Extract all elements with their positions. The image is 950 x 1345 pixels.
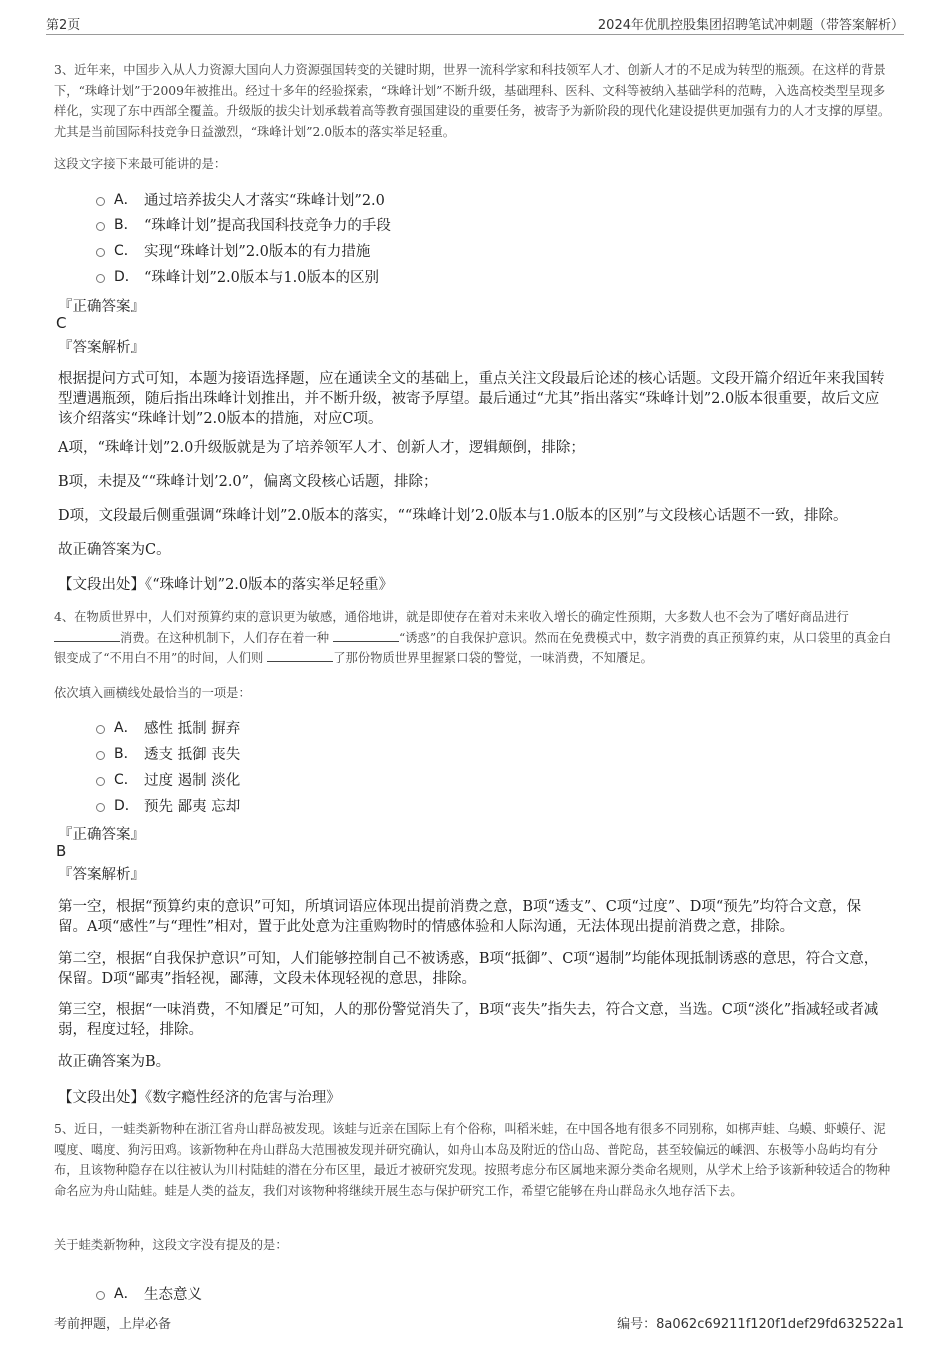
question-4-text-part: 了那份物质世界里握紧口袋的警觉，一味消费，不知餍足。 [333,651,653,665]
question-3-option-c[interactable] [96,239,370,261]
question-4-prompt: 依次填入画横线处最恰当的一项是： [54,686,251,700]
footer-serial [617,1313,904,1332]
question-5-prompt: 关于蛙类新物种，这段文字没有提及的是： [54,1238,288,1252]
radio-icon[interactable] [96,751,105,760]
radio-icon[interactable] [96,274,105,283]
serial-label: 编号： [617,1317,657,1332]
question-3-option-b[interactable] [96,213,391,235]
radio-icon[interactable] [96,803,105,812]
serial-number: 8a062c69211f120f1def29fd632522a1 [656,1317,904,1332]
option-key: C． [114,772,138,788]
option-key: C． [114,243,138,259]
question-4-source: 【文段出处】《数字瘾性经济的危害与治理》 [58,1090,341,1106]
question-3-source: 【文段出处】《“珠峰计划”2.0版本的落实举足轻重》 [58,577,394,593]
question-4-option-c[interactable] [96,768,240,790]
question-3-analysis-paragraph: 根据提问方式可知，本题为接语选择题，应在通读全文的基础上，重点关注文段最后论述的核心话题。文段开篇介绍近年来我国转型遭遇瓶颈，随后指出珠峰计划推出，并不断升级，被寄予厚望。最后通过“尤其”指出落实“珠峰计划”2.0版本很重要，故后文应该介绍落实“珠峰计划”2.0版本的措施，对应C项。 [58,371,885,427]
question-3-option-a[interactable] [96,188,385,210]
question-3-analysis-paragraph: B项，未提及““珠峰计划’2.0”，偏离文段核心话题，排除； [58,474,438,490]
question-4-analysis-label: 『答案解析』 [58,867,145,883]
page-number: 第2页 [46,18,81,33]
question-4-analysis-paragraph: 故正确答案为B。 [58,1054,171,1070]
question-3-analysis-paragraph: A项，“珠峰计划”2.0升级版就是为了培养领军人才、创新人才，逻辑颠倒，排除； [58,440,585,456]
option-text: “珠峰计划”2.0版本与1.0版本的区别 [144,269,379,286]
fill-blank [267,649,333,662]
question-4-option-b[interactable] [96,742,240,764]
radio-icon[interactable] [96,248,105,257]
question-3-analysis-paragraph: D项，文段最后侧重强调“珠峰计划”2.0版本的落实，““珠峰计划’2.0版本与1.0版本的区别”与文段核心话题不一致，排除。 [58,508,848,524]
page-footer [46,1313,904,1331]
option-text: 通过培养拔尖人才落实“珠峰计划”2.0 [144,192,385,209]
option-text: 预先 鄙夷 忘却 [144,798,241,815]
option-text: 实现“珠峰计划”2.0版本的有力措施 [144,243,371,260]
question-4-analysis-paragraph: 第二空，根据“自我保护意识”可知，人们能够控制自己不被诱惑，B项“抵御”、C项“遏制”均能体现抵制诱惑的意思，符合文意，保留。D项“鄙夷”指轻视，鄙薄，文段未体现轻视的意思，排除。 [58,951,879,987]
question-4-analysis-paragraph: 第一空，根据“预算约束的意识”可知，所填词语应体现出提前消费之意，B项“透支”、C项“过度”、D项“预先”均符合文意，保留。A项“感性”与“理性”相对，置于此处意为注重购物时的情感体验和人际沟通，无法体现出提前消费之意，排除。 [58,899,862,935]
question-4-option-d[interactable] [96,794,240,816]
option-text: “珠峰计划”提高我国科技竞争力的手段 [144,217,391,234]
radio-icon[interactable] [96,222,105,231]
question-3-analysis-paragraph: 故正确答案为C。 [58,542,171,558]
question-3-answer: C [56,314,67,332]
radio-icon[interactable] [96,197,105,206]
option-key: A． [114,192,138,208]
question-4-option-a[interactable] [96,716,240,738]
question-3-text: 3、近年来，中国步入从人力资源大国向人力资源强国转变的关键时期，世界一流科学家和科技领军人才、创新人才的不足成为转型的瓶颈。在这样的背景下，“珠峰计划”于2009年被推出。经过十多年的经验探索，“珠峰计划”不断升级，基础理科、医科、文科等被纳入基础学科的范畴，入选高校类型呈现多样化，实现了东中西部全覆盖。升级版的拔尖计划承载着高等教育强国建设的重要任务，被寄予为新阶段的现代化建设提供更加强有力的人才支撑的厚望。尤其是当前国际科技竞争日益激烈，“珠峰计划”2.0版本的落实举足轻重。 [54,63,891,139]
question-4-answer-label: 『正确答案』 [58,827,145,843]
radio-icon[interactable] [96,777,105,786]
question-3-prompt: 这段文字接下来最可能讲的是： [54,157,227,171]
question-4-analysis-paragraph: 第三空，根据“一味消费，不知餍足”可知，人的那份警觉消失了，B项“丧失”指失去，符合文意，当选。C项“淡化”指减轻或者减弱，程度过轻，排除。 [58,1002,879,1038]
option-text: 透支 抵御 丧失 [144,746,241,763]
option-key: B． [114,746,138,762]
option-key: B． [114,217,138,233]
radio-icon[interactable] [96,725,105,734]
fill-blank [333,629,399,642]
question-4-answer: B [56,842,67,860]
fill-blank [54,629,120,642]
option-text: 生态意义 [144,1286,202,1303]
radio-icon[interactable] [96,1291,105,1300]
question-4-text [54,607,896,669]
option-key: D． [114,269,139,285]
option-key: D． [114,798,139,814]
page-header [46,12,904,35]
question-4-text-part: 消费。在这种机制下，人们存在着一种 [120,630,333,645]
option-key: A． [114,1286,138,1302]
question-5-text: 5、近日，一蛙类新物种在浙江省舟山群岛被发现。该蛙与近亲在国际上有个俗称，叫稻米蛙，在中国各地有很多不同别称，如梆声蛙、乌蟆、虾蟆仔、泥嘎度、噶度、狗污田鸡。该新物种在舟山群岛大范围被发现并研究确认，如舟山本岛及附近的岱山岛、普陀岛，甚至较偏远的嵊泗、东极等小岛屿均有分布，且该物种隐存在以往被认为川村陆蛙的潜在分布区里，最近才被研究发现。按照考虑分布区属地来源分类命名规则，从学术上给予该新种较适合的物种命名应为舟山陆蛙。蛙是人类的益友，我们对该物种将继续开展生态与保护研究工作，希望它能够在舟山群岛永久地存活下去。 [54,1122,891,1198]
question-4-text-part: 4、在物质世界中，人们对预算约束的意识更为敏感，通俗地讲，就是即使存在着对未来收入增长的确定性预期，大多数人也不会为了嗜好商品进行 [54,610,849,624]
footer-slogan: 考前押题，上岸必备 [54,1317,172,1332]
option-key: A． [114,720,138,736]
question-4-text-part: “诱惑”的自我保护意识。然而在免费模式中，数字消费的真正预算约束，从口袋里的真金白银变成了“不用白不用”的时间，人们则 [54,630,892,665]
question-3-analysis-label: 『答案解析』 [58,340,145,356]
question-3-answer-label: 『正确答案』 [58,299,145,315]
document-title: 2024年优肌控股集团招聘笔试冲刺题（带答案解析） [597,18,904,33]
option-text: 感性 抵制 摒弃 [144,720,241,737]
question-5-option-a[interactable] [96,1282,202,1304]
question-3-option-d[interactable] [96,265,379,287]
option-text: 过度 遏制 淡化 [144,772,241,789]
